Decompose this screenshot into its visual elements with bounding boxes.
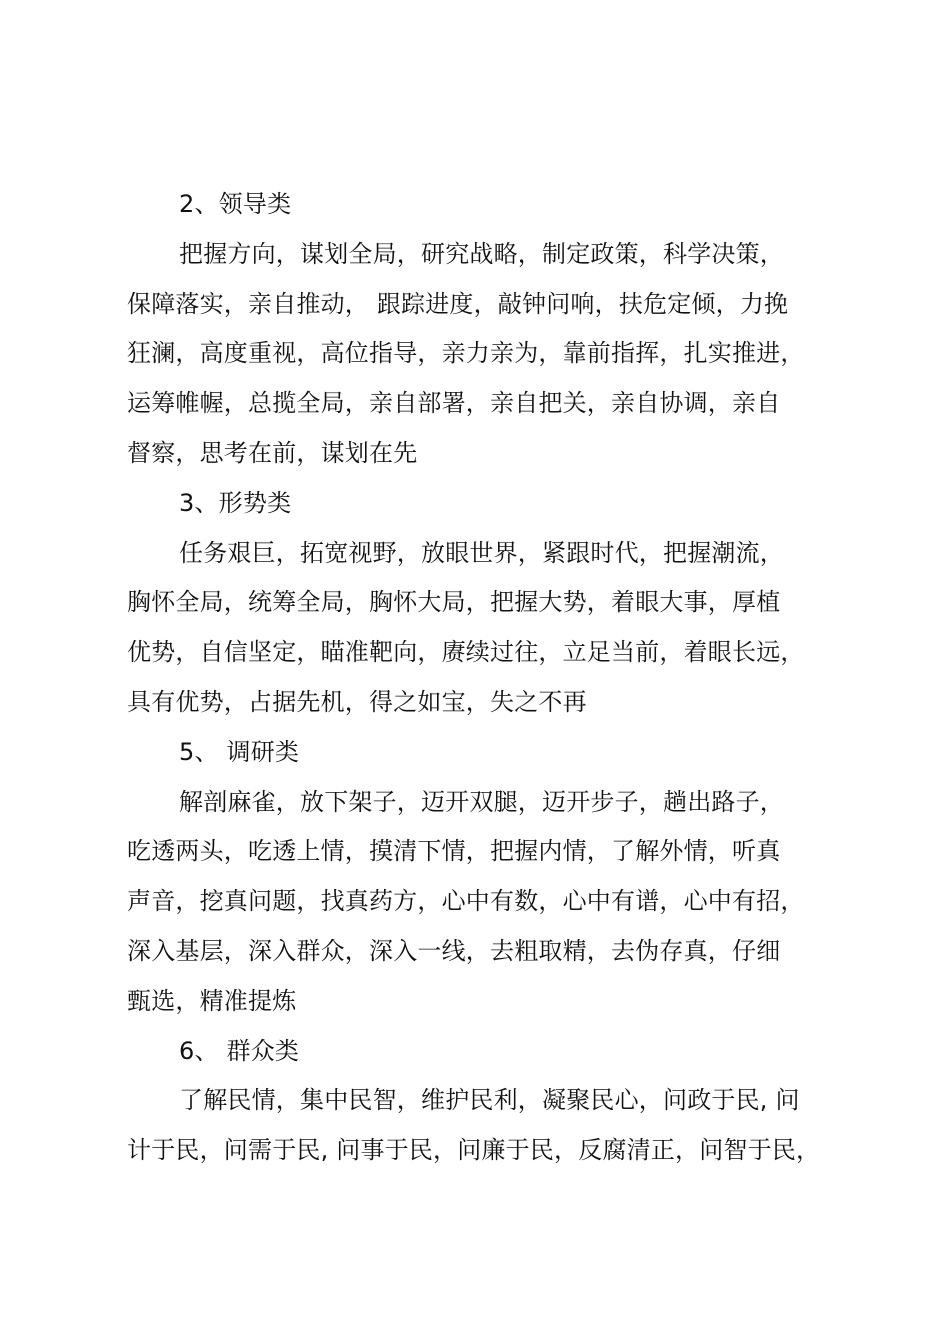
paragraph-line: 甄选，精准提炼 bbox=[127, 986, 297, 1015]
paragraph-line: 任务艰巨，拓宽视野，放眼世界，紧跟时代，把握潮流， bbox=[179, 538, 784, 567]
section-heading-research: 5、 调研类 bbox=[179, 737, 300, 766]
paragraph-line: 深入基层，深入群众，深入一线，去粗取精，去伪存真，仔细 bbox=[127, 936, 781, 965]
paragraph-line: 胸怀全局，统筹全局，胸怀大局，把握大势，着眼大事，厚植 bbox=[127, 588, 781, 617]
paragraph-line: 声音，挖真问题，找真药方，心中有数，心中有谱，心中有招， bbox=[127, 887, 805, 916]
paragraph-line: 保障落实，亲自推动， 跟踪进度，敲钟问响，扶危定倾，力挽 bbox=[127, 289, 789, 318]
paragraph-line: 运筹帷幄，总揽全局，亲自部署，亲自把关，亲自协调，亲自 bbox=[127, 389, 781, 418]
section-heading-situation: 3、形势类 bbox=[179, 488, 292, 517]
paragraph-line: 吃透两头，吃透上情，摸清下情，把握内情，了解外情，听真 bbox=[127, 837, 781, 866]
paragraph-line: 督察，思考在前，谋划在先 bbox=[127, 438, 418, 467]
paragraph-line: 把握方向，谋划全局，研究战略，制定政策，科学决策， bbox=[179, 239, 784, 268]
section-heading-masses: 6、 群众类 bbox=[179, 1036, 300, 1065]
paragraph-line: 了解民情，集中民智，维护民利，凝聚民心，问政于民, 问 bbox=[179, 1086, 800, 1115]
paragraph-line: 具有优势，占据先机，得之如宝，失之不再 bbox=[127, 687, 587, 716]
document-body bbox=[127, 180, 867, 1176]
paragraph-line: 狂澜，高度重视，高位指导，亲力亲为，靠前指挥，扎实推进， bbox=[127, 339, 805, 368]
section-heading-leadership: 2、领导类 bbox=[179, 190, 292, 218]
paragraph-line: 计于民，问需于民, 问事于民，问廉于民，反腐清正，问智于民， bbox=[127, 1136, 821, 1165]
paragraph-line: 解剖麻雀，放下架子，迈开双腿，迈开步子，趟出路子， bbox=[179, 787, 784, 816]
paragraph-line: 优势，自信坚定，瞄准靶向，赓续过往，立足当前，着眼长远， bbox=[127, 638, 805, 667]
